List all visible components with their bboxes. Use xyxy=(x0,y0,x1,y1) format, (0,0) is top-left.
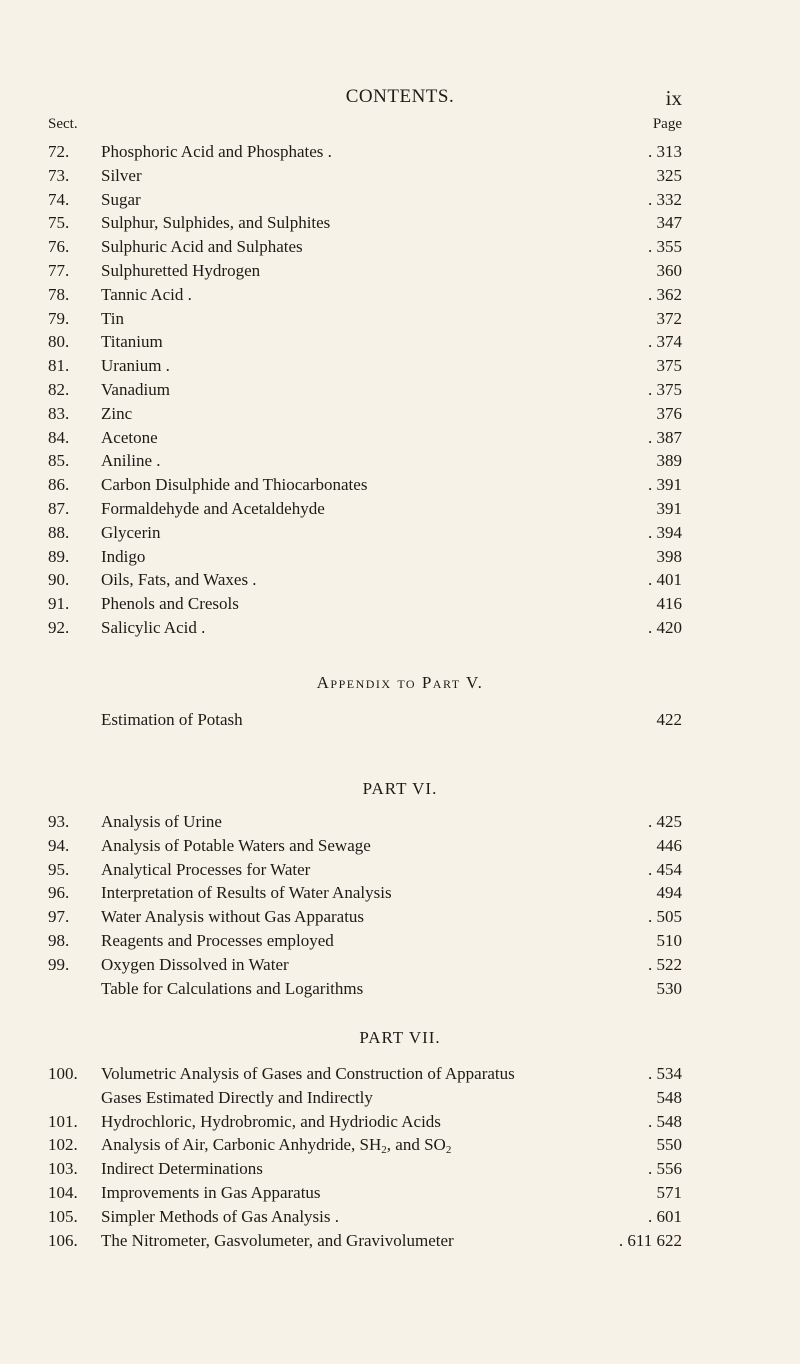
entry-title: Acetone xyxy=(101,427,158,447)
toc-entry xyxy=(0,164,800,188)
entry-title: Indigo xyxy=(101,546,146,566)
entry-title: The Nitrometer, Gasvolumeter, and Gravivolumeter xyxy=(101,1230,454,1250)
page-ref: . 355 xyxy=(648,237,682,257)
toc-entry xyxy=(0,834,800,858)
section-number: 102. xyxy=(48,1135,78,1155)
page-ref: . 611 622 xyxy=(618,1230,682,1250)
toc-entry xyxy=(0,1110,800,1134)
page-ref: . 374 xyxy=(648,332,682,352)
page-ref: . 394 xyxy=(648,522,682,542)
page-ref: . 401 xyxy=(648,570,682,590)
toc-entry xyxy=(0,188,800,212)
toc-entry xyxy=(0,283,800,307)
entry-title: Aniline . xyxy=(101,451,161,471)
entry-title: Silver xyxy=(101,165,142,185)
entry-title: Improvements in Gas Apparatus xyxy=(101,1182,321,1202)
part7-entry-list xyxy=(0,1062,800,1252)
entry-title: Table for Calculations and Logarithms xyxy=(101,978,364,998)
toc-entry xyxy=(0,402,800,426)
page-ref: . 420 xyxy=(648,617,682,637)
entry-title: Volumetric Analysis of Gases and Construction of Apparatus xyxy=(101,1064,515,1083)
entry-title: Analysis of Air, Carbonic Anhydride, $SH_2$, and $SO_2$ xyxy=(101,1135,452,1157)
entry-title: Gases Estimated Directly and Indirectly xyxy=(101,1087,373,1107)
toc-entry xyxy=(0,307,800,331)
entry-title: Sulphuretted Hydrogen xyxy=(101,260,261,280)
sect-column-header: Sect. xyxy=(48,116,78,132)
section-number: 79. xyxy=(48,308,70,328)
entry-title: Hydrochloric, Hydrobromic, and Hydriodic Acids xyxy=(101,1111,441,1131)
entry-title: Sulphuric Acid and Sulphates xyxy=(101,237,303,257)
toc-entry xyxy=(0,708,800,732)
page-ref: . 505 xyxy=(648,907,682,927)
section-number: 90. xyxy=(48,570,70,590)
toc-entry xyxy=(0,1205,800,1229)
entry-title: Titanium xyxy=(101,332,163,352)
toc-entry xyxy=(0,1157,800,1181)
toc-entry xyxy=(0,1133,800,1157)
section-number: 88. xyxy=(48,522,70,542)
entry-title: Analysis of Potable Waters and Sewage xyxy=(101,835,371,855)
section-number: 78. xyxy=(48,284,70,304)
page-ref: . 362 xyxy=(648,284,682,304)
page-ref: . 425 xyxy=(648,812,682,831)
page-ref: 494 xyxy=(656,883,682,903)
toc-entry xyxy=(0,330,800,354)
running-head xyxy=(0,86,800,110)
section-number: 85. xyxy=(48,451,70,471)
part6-heading: PART VI. xyxy=(362,779,438,798)
toc-entry xyxy=(0,497,800,521)
toc-entry xyxy=(0,140,800,164)
entry-title: Indirect Determinations xyxy=(101,1159,263,1179)
page-ref: 360 xyxy=(656,260,682,280)
part6-entry-list xyxy=(0,810,800,1000)
toc-entry xyxy=(0,473,800,497)
toc-entry xyxy=(0,1062,800,1086)
page-ref: 389 xyxy=(656,451,682,471)
entry-title: Oils, Fats, and Waxes . xyxy=(101,570,257,590)
section-number: 95. xyxy=(48,859,70,879)
toc-entry xyxy=(0,1086,800,1110)
page-ref: 446 xyxy=(656,835,682,855)
toc-entry xyxy=(0,378,800,402)
page-ref: 550 xyxy=(656,1135,682,1155)
section-number: 96. xyxy=(48,883,70,903)
entry-title: Tin xyxy=(101,308,125,328)
entry-title: Reagents and Processes employed xyxy=(101,930,334,950)
toc-entry xyxy=(0,810,800,834)
toc-entry xyxy=(0,858,800,882)
section-number: 100. xyxy=(48,1064,78,1083)
entry-title: Sulphur, Sulphides, and Sulphites xyxy=(101,213,331,233)
toc-entry xyxy=(0,449,800,473)
page-ref: 416 xyxy=(656,594,682,614)
toc-entry xyxy=(0,1229,800,1253)
page-ref: . 391 xyxy=(648,475,682,495)
page-ref: . 387 xyxy=(648,427,682,447)
part7-heading: PART VII. xyxy=(359,1028,441,1047)
page-ref: 347 xyxy=(656,213,682,233)
entry-title: Water Analysis without Gas Apparatus xyxy=(101,907,365,927)
page-ref: 422 xyxy=(656,710,682,729)
toc-entry xyxy=(0,953,800,977)
entry-title: Zinc xyxy=(101,403,133,423)
page-ref: . 601 xyxy=(648,1206,682,1226)
page-ref: 571 xyxy=(656,1182,682,1202)
page-ref: 375 xyxy=(656,356,682,376)
toc-entry xyxy=(0,521,800,545)
entry-title: Oxygen Dissolved in Water xyxy=(101,954,289,974)
section-number: 86. xyxy=(48,475,70,495)
toc-entry xyxy=(0,354,800,378)
section-number: 93. xyxy=(48,812,70,831)
section-number: 73. xyxy=(48,165,70,185)
page-ref: . 548 xyxy=(648,1111,682,1131)
page-ref: 391 xyxy=(656,498,682,518)
column-headers xyxy=(0,116,800,138)
section-number: 91. xyxy=(48,594,70,614)
entry-title: Interpretation of Results of Water Analysis xyxy=(101,883,392,903)
toc-entry xyxy=(0,1181,800,1205)
entry-title: Simpler Methods of Gas Analysis . xyxy=(101,1206,339,1226)
page-ref: 325 xyxy=(656,165,682,185)
toc-entry xyxy=(0,977,800,1001)
entry-title: Carbon Disulphide and Thiocarbonates xyxy=(101,475,368,495)
toc-entry xyxy=(0,545,800,569)
entry-title: Phosphoric Acid and Phosphates . xyxy=(101,142,332,161)
toc-entry xyxy=(0,259,800,283)
page-ref: . 375 xyxy=(648,379,682,399)
entry-title: Tannic Acid . xyxy=(101,284,192,304)
section-number: 82. xyxy=(48,379,70,399)
section-number: 83. xyxy=(48,403,70,423)
entry-title: Vanadium xyxy=(101,379,170,399)
section-number: 81. xyxy=(48,356,70,376)
page-ref: 530 xyxy=(656,978,682,998)
toc-entry xyxy=(0,568,800,592)
toc-entry xyxy=(0,211,800,235)
appendix-entry-list xyxy=(0,708,800,732)
toc-entry xyxy=(0,616,800,640)
toc-entry xyxy=(0,426,800,450)
section-number: 87. xyxy=(48,498,70,518)
section-number: 98. xyxy=(48,930,70,950)
page-ref: . 534 xyxy=(648,1064,682,1083)
entry-title: Analytical Processes for Water xyxy=(101,859,311,879)
part5-entry-list xyxy=(0,140,800,640)
section-number: 97. xyxy=(48,907,70,927)
toc-entry xyxy=(0,592,800,616)
entry-title: Sugar xyxy=(101,189,141,209)
toc-entry xyxy=(0,905,800,929)
section-number: 84. xyxy=(48,427,70,447)
section-number: 80. xyxy=(48,332,70,352)
section-number: 104. xyxy=(48,1182,78,1202)
toc-entry xyxy=(0,929,800,953)
page-ref: 510 xyxy=(656,930,682,950)
page-ref: 398 xyxy=(656,546,682,566)
page-column-header: Page xyxy=(652,116,682,132)
section-number: 106. xyxy=(48,1230,78,1250)
toc-entry xyxy=(0,235,800,259)
page-ref: . 332 xyxy=(648,189,682,209)
entry-title: Estimation of Potash xyxy=(101,710,243,729)
section-number: 99. xyxy=(48,954,70,974)
entry-title: Uranium . xyxy=(101,356,170,376)
section-number: 101. xyxy=(48,1111,78,1131)
section-number: 103. xyxy=(48,1159,78,1179)
section-number: 77. xyxy=(48,260,70,280)
page-ref: 376 xyxy=(656,403,682,423)
section-number: 89. xyxy=(48,546,70,566)
entry-title: Glycerin xyxy=(101,522,161,542)
section-number: 92. xyxy=(48,617,70,637)
page-title: CONTENTS. xyxy=(345,86,455,107)
section-number: 72. xyxy=(48,142,70,161)
section-number: 75. xyxy=(48,213,70,233)
appendix-heading: Appendix to Part V. xyxy=(316,673,484,692)
entry-title: Salicylic Acid . xyxy=(101,617,206,637)
page-ref: . 556 xyxy=(648,1159,682,1179)
section-number: 74. xyxy=(48,189,70,209)
section-number: 94. xyxy=(48,835,70,855)
page-ref: . 522 xyxy=(648,954,682,974)
section-number: 105. xyxy=(48,1206,78,1226)
page-ref: . 313 xyxy=(648,142,682,161)
entry-title: Phenols and Cresols xyxy=(101,594,239,614)
page-ref: . 454 xyxy=(648,859,682,879)
page-number: ix xyxy=(665,86,682,110)
entry-title: Formaldehyde and Acetaldehyde xyxy=(101,498,325,518)
entry-title: Analysis of Urine xyxy=(101,812,222,831)
section-number: 76. xyxy=(48,237,70,257)
page-ref: 548 xyxy=(656,1087,682,1107)
page-ref: 372 xyxy=(656,308,682,328)
toc-entry xyxy=(0,881,800,905)
